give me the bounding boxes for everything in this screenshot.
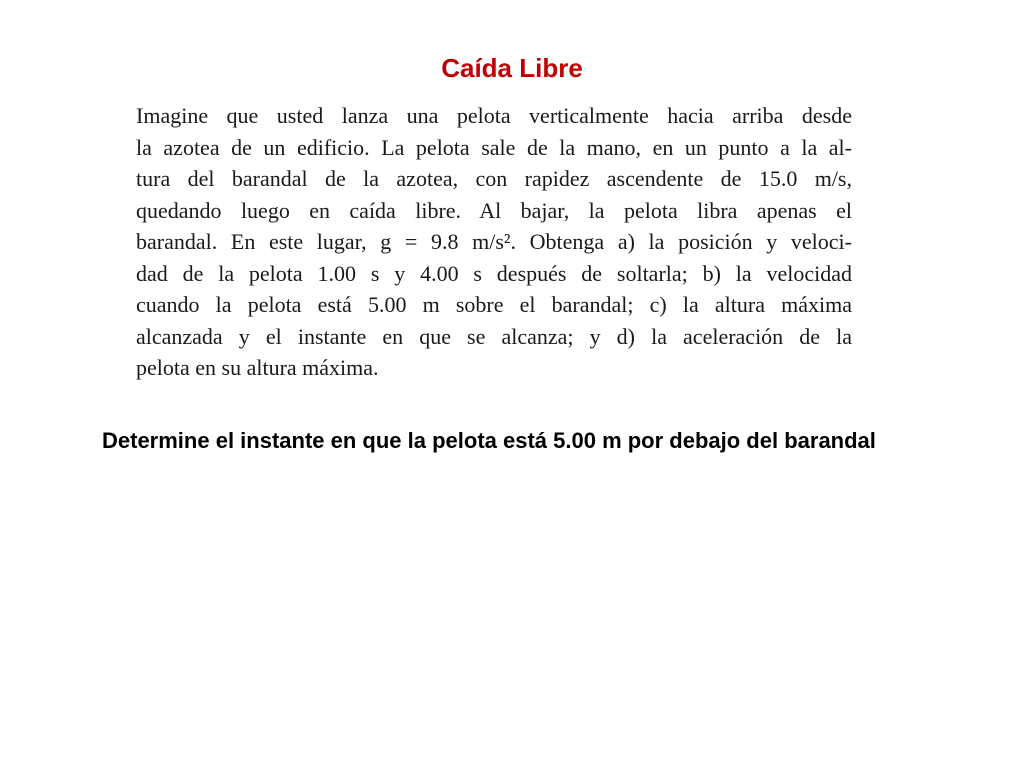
- problem-line: cuando la pelota está 5.00 m sobre el barandal; c) la altura máxima: [136, 292, 852, 317]
- slide-title: Caída Libre: [441, 53, 583, 83]
- question-text: Determine el instante en que la pelota está 5.00 m por debajo del barandal: [102, 428, 876, 453]
- problem-statement: [130, 96, 860, 380]
- problem-line: dad de la pelota 1.00 s y 4.00 s después de soltarla; b) la velocidad: [136, 260, 852, 286]
- problem-line: barandal. En este lugar, g = 9.8 m/s². Obtenga a) la posición y veloci-: [136, 229, 852, 254]
- problem-line: alcanzada y el instante en que se alcanza; y d) la aceleración de la: [136, 323, 852, 349]
- problem-line: quedando luego en caída libre. Al bajar, la pelota libra apenas el: [136, 197, 852, 223]
- problem-line: tura del barandal de la azotea, con rapidez ascendente de 15.0 m/s,: [136, 166, 852, 191]
- problem-line: pelota en su altura máxima.: [136, 355, 379, 380]
- problem-line: la azotea de un edificio. La pelota sale de la mano, en un punto a la al-: [136, 134, 852, 160]
- problem-line: Imagine que usted lanza una pelota verticalmente hacia arriba desde: [136, 103, 852, 128]
